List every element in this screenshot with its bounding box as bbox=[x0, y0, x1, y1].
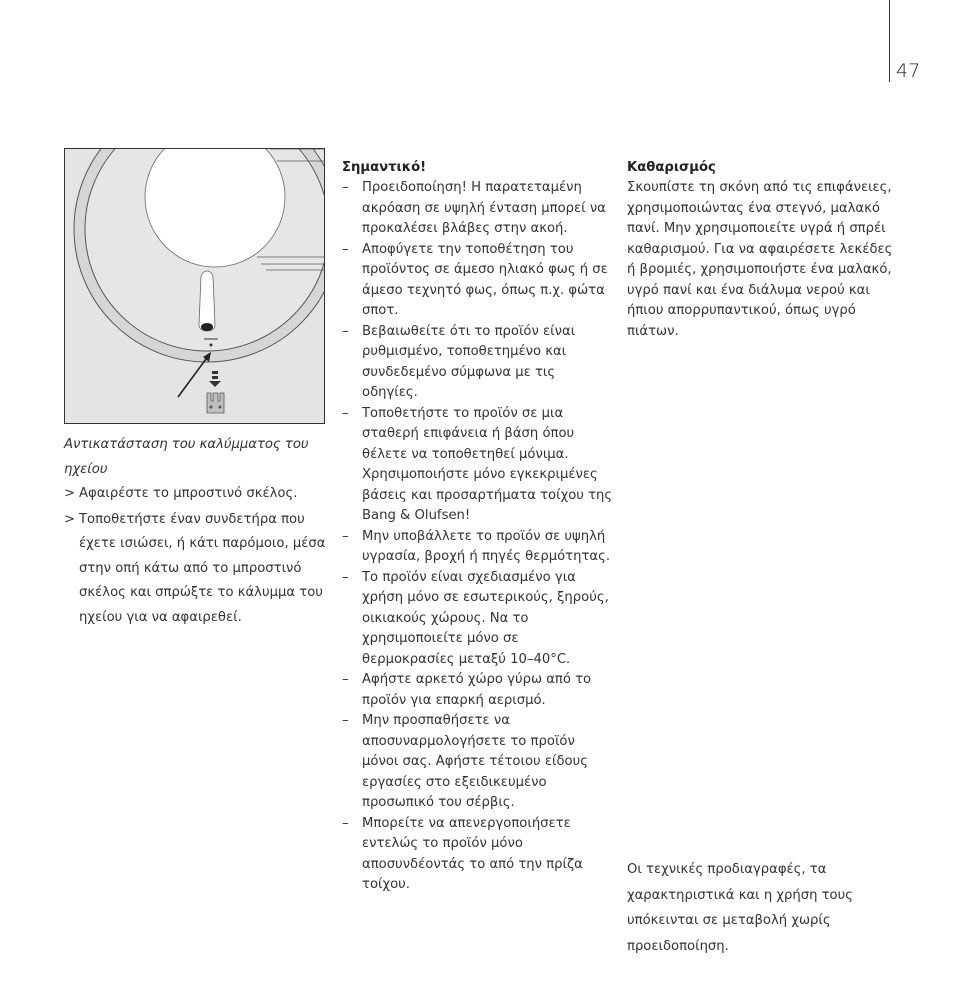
warning-marker: – bbox=[342, 180, 349, 195]
important-section bbox=[342, 158, 614, 896]
page-number: 47 bbox=[896, 60, 921, 82]
cleaning-section bbox=[627, 158, 903, 342]
figure-caption: Αντικατάσταση του καλύμματος του ηχείου bbox=[64, 437, 309, 477]
warning-text: Μπορείτε να απενεργοποιήσετε εντελώς το προϊόν μόνο αποσυνδέοντάς το από την πρίζα τοίχου. bbox=[362, 815, 583, 892]
warning-item bbox=[342, 568, 614, 671]
instruction-step bbox=[64, 508, 329, 631]
step-marker: > bbox=[64, 486, 76, 501]
warning-text: Προειδοποίηση! Η παρατεταμένη ακρόαση σε υψηλή ένταση μπορεί να προκαλέσει βλάβες στην ακοή. bbox=[362, 180, 606, 236]
warning-text: Μην υποβάλλετε το προϊόν σε υψηλή υγρασία, βροχή ή πηγές θερμότητας. bbox=[362, 528, 611, 564]
warning-text: Βεβαιωθείτε ότι το προϊόν είναι ρυθμισμένο, τοποθετημένο και συνδεδεμένο σύμφωνα με τις οδηγίες. bbox=[362, 323, 576, 400]
download-arrow-icon bbox=[209, 371, 221, 387]
cleaning-heading: Καθαρισμός bbox=[627, 160, 716, 175]
warning-item bbox=[342, 322, 614, 404]
warning-text: Τοποθετήστε το προϊόν σε μια σταθερή επιφάνεια ή βάση όπου θέλετε να τοποθετηθεί μόνιμα. Χρησιμοποιήστε μόνο εγκεκριμένες βάσεις και προσαρτήματα τοίχου της Bang & Olufsen! bbox=[362, 405, 613, 523]
warning-marker: – bbox=[342, 241, 349, 257]
cleaning-text: Σκουπίστε τη σκόνη από τις επιφάνειες, χρησιμοποιώντας ένα στεγνό, μαλακό πανί. Μην χρησιμοποιείτε υγρά ή σπρέι καθαρισμού. Για να αφαιρέσετε λεκέδες ή βρομιές, χρησιμοποιήστε ένα μαλακό, υγρό πανί και ένα διάλυμα νερού και ήπιου απορρυπαντικού, όπως υγρό πιάτων. bbox=[627, 180, 893, 339]
specifications-note: Οι τεχνικές προδιαγραφές, τα χαρακτηριστικά και η χρήση τους υπόκεινται σε μεταβολή χωρίς προειδοποίηση. bbox=[627, 862, 853, 954]
instruction-steps bbox=[64, 482, 329, 631]
warning-marker: – bbox=[342, 528, 349, 544]
warning-text: Αποφύγετε την τοποθέτηση του προϊόντος σε άμεσο ηλιακό φως ή σε άμεσο τεχνητό φως, όπως π.χ. φώτα σποτ. bbox=[362, 241, 608, 318]
warning-text: Μην προσπαθήσετε να αποσυναρμολογήσετε το προϊόν μόνοι σας. Αφήστε τέτοιου είδους εργασίες στο εξειδικευμένο προσωπικό του σέρβις. bbox=[362, 713, 588, 810]
step-text: Αφαιρέστε το μπροστινό σκέλος. bbox=[79, 486, 298, 501]
warning-marker: – bbox=[342, 405, 349, 421]
warning-marker: – bbox=[342, 323, 349, 339]
warning-marker: – bbox=[342, 815, 349, 831]
stand-foot bbox=[201, 323, 213, 331]
step-text: Τοποθετήστε έναν συνδετήρα που έχετε ισιώσει, ή κάτι παρόμοιο, μέσα στην οπή κάτω από το μπροστινό σκέλος και σπρώξτε το κάλυμμα του ηχείου για να αφαιρεθεί. bbox=[79, 511, 326, 625]
warning-item bbox=[342, 178, 614, 240]
warning-item bbox=[342, 814, 614, 896]
page-number-rule bbox=[889, 0, 890, 82]
warning-list bbox=[342, 178, 614, 896]
pointer-arrow bbox=[178, 359, 206, 397]
warning-marker: – bbox=[342, 569, 349, 585]
warning-marker: – bbox=[342, 672, 349, 687]
warning-text: Αφήστε αρκετό χώρο γύρω από το προϊόν για επαρκή αερισμό. bbox=[362, 672, 592, 708]
step-marker: > bbox=[64, 511, 76, 527]
front-stand bbox=[199, 271, 215, 331]
warning-marker: – bbox=[342, 713, 349, 728]
warning-item bbox=[342, 404, 614, 527]
important-heading: Σημαντικό! bbox=[342, 160, 427, 175]
paperclip-tool-icon bbox=[207, 393, 224, 413]
warning-item bbox=[342, 711, 614, 814]
warning-item bbox=[342, 240, 614, 322]
hole-dot bbox=[210, 344, 213, 347]
warning-item bbox=[342, 670, 614, 711]
speaker-cover-illustration bbox=[64, 148, 325, 424]
warning-item bbox=[342, 527, 614, 568]
warning-text: Το προϊόν είναι σχεδιασμένο για χρήση μόνο σε εσωτερικούς, ξηρούς, οικιακούς χώρους. Να το χρησιμοποιείτε μόνο σε θερμοκρασίες μεταξύ 10–40°C. bbox=[362, 569, 609, 667]
instruction-step bbox=[64, 482, 329, 507]
